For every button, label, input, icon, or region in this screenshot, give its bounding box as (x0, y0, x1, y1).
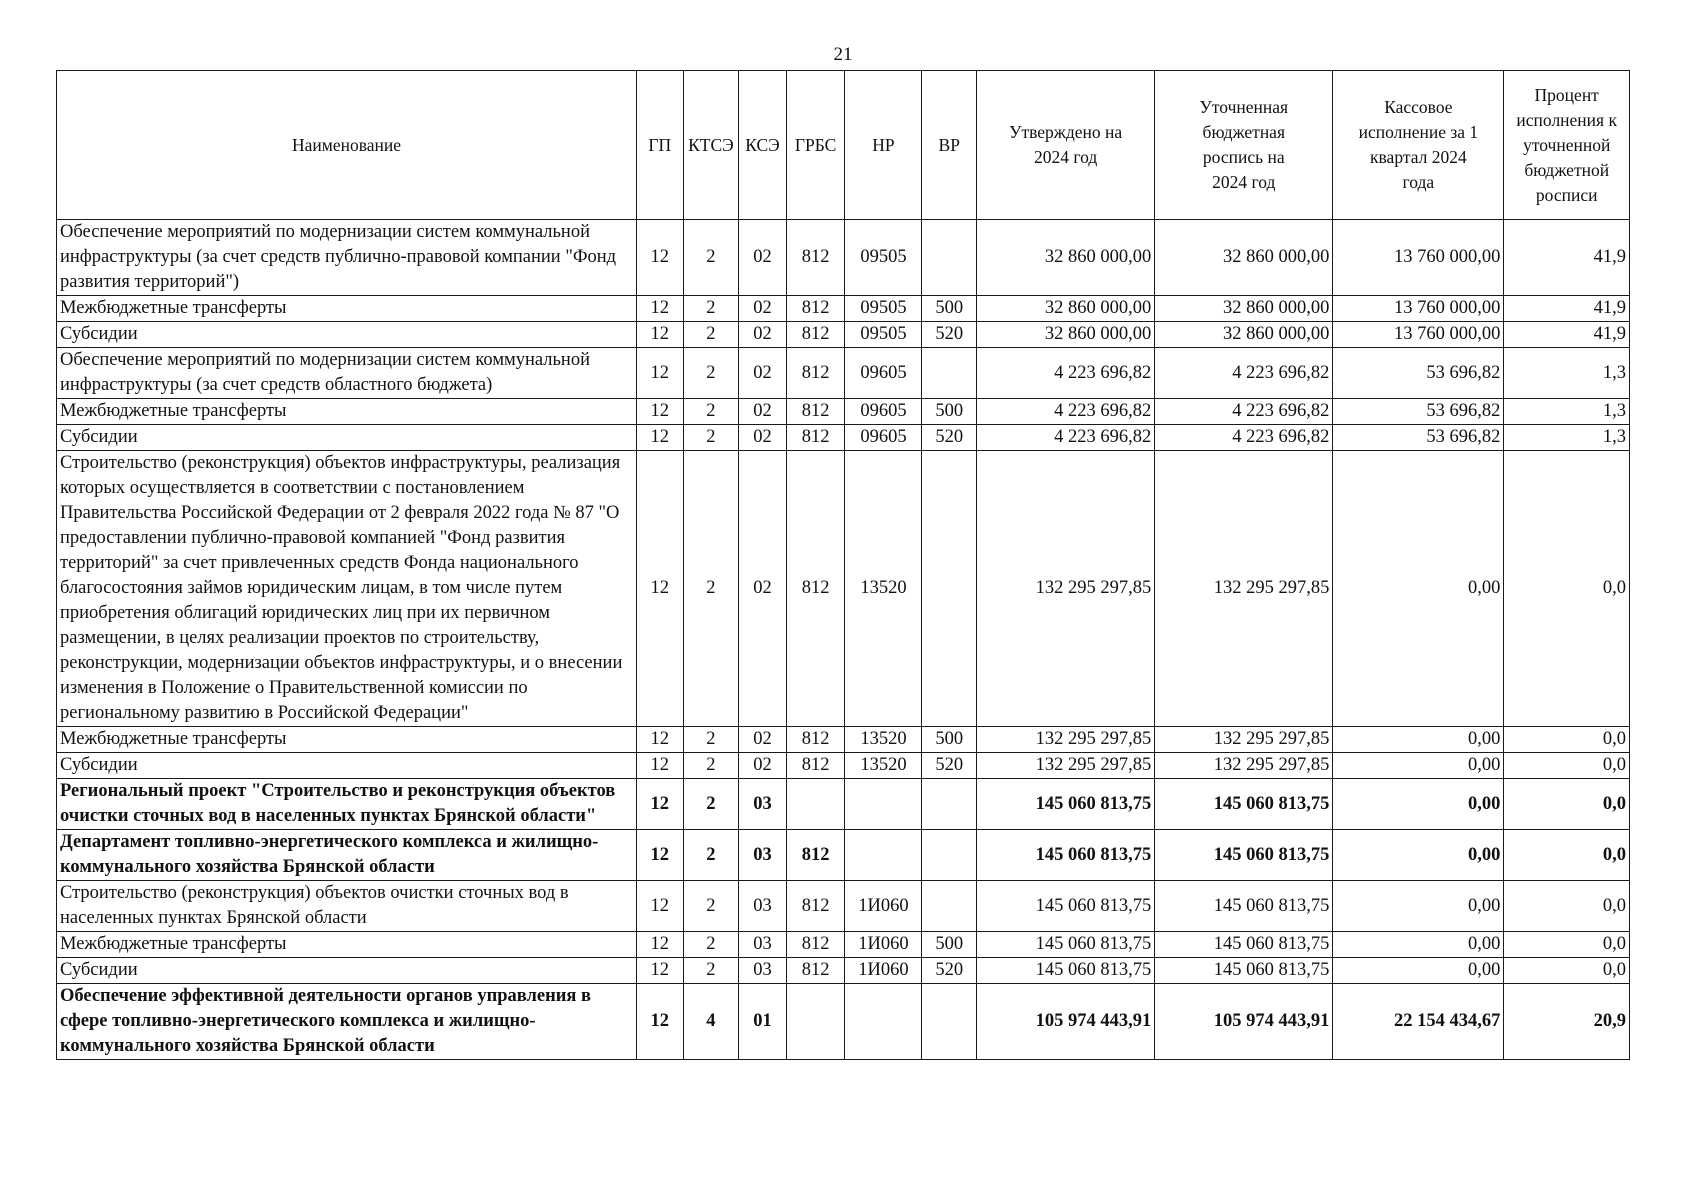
row-vr (922, 830, 977, 881)
row-refined: 32 860 000,00 (1155, 322, 1333, 348)
row-approved: 132 295 297,85 (977, 451, 1155, 727)
row-ktse: 2 (683, 296, 739, 322)
row-kse: 03 (739, 881, 787, 932)
row-kse: 03 (739, 958, 787, 984)
row-name: Субсидии (57, 322, 637, 348)
row-vr (922, 451, 977, 727)
row-grbs: 812 (786, 727, 845, 753)
row-grbs: 812 (786, 425, 845, 451)
row-name: Межбюджетные трансферты (57, 932, 637, 958)
table-row (57, 220, 1630, 296)
row-percent: 41,9 (1504, 220, 1630, 296)
row-name: Межбюджетные трансферты (57, 727, 637, 753)
row-grbs: 812 (786, 220, 845, 296)
row-percent: 0,0 (1504, 881, 1630, 932)
row-name: Строительство (реконструкция) объектов инфраструктуры, реализация которых осуществляется в соответствии с постановлением Правительства Российской Федерации от 2 февраля 2022 года № 87 "О предоставлении публично-правовой компанией "Фонд развития территорий" за счет привлеченных средств Фонда национального благосостояния займов юридическим лицам, в том числе путем приобретения облигаций юридических лиц при их первичном размещении, в целях реализации проектов по строительству, реконструкции, модернизации объектов инфраструктуры, и о внесении изменения в Положение о Правительственной комиссии по региональному развитию в Российской Федерации" (57, 451, 637, 727)
row-gp: 12 (637, 958, 684, 984)
row-kse: 02 (739, 727, 787, 753)
row-percent: 0,0 (1504, 932, 1630, 958)
page-number: 21 (833, 44, 853, 65)
row-cash: 53 696,82 (1333, 348, 1504, 399)
row-vr: 500 (922, 296, 977, 322)
row-cash: 0,00 (1333, 779, 1504, 830)
row-ktse: 2 (683, 830, 739, 881)
row-ktse: 2 (683, 399, 739, 425)
row-percent: 0,0 (1504, 753, 1630, 779)
row-refined: 4 223 696,82 (1155, 425, 1333, 451)
table-row (57, 753, 1630, 779)
row-ktse: 2 (683, 958, 739, 984)
header-name: Наименование (57, 71, 637, 220)
row-approved: 32 860 000,00 (977, 220, 1155, 296)
row-vr (922, 881, 977, 932)
row-ktse: 2 (683, 753, 739, 779)
row-gp: 12 (637, 881, 684, 932)
row-kse: 01 (739, 984, 787, 1060)
row-nr: 09605 (845, 399, 922, 425)
table-row (57, 727, 1630, 753)
row-percent: 41,9 (1504, 322, 1630, 348)
row-gp: 12 (637, 753, 684, 779)
row-refined: 145 060 813,75 (1155, 932, 1333, 958)
row-nr: 09605 (845, 425, 922, 451)
row-name: Субсидии (57, 425, 637, 451)
row-ktse: 2 (683, 727, 739, 753)
row-nr (845, 984, 922, 1060)
row-grbs: 812 (786, 830, 845, 881)
row-nr: 1И060 (845, 881, 922, 932)
header-gp: ГП (637, 71, 684, 220)
header-nr: НР (845, 71, 922, 220)
row-refined: 145 060 813,75 (1155, 830, 1333, 881)
row-cash: 0,00 (1333, 451, 1504, 727)
row-name: Субсидии (57, 753, 637, 779)
row-nr: 09505 (845, 296, 922, 322)
row-nr (845, 830, 922, 881)
row-ktse: 2 (683, 220, 739, 296)
row-refined: 4 223 696,82 (1155, 399, 1333, 425)
row-kse: 02 (739, 322, 787, 348)
row-refined: 32 860 000,00 (1155, 220, 1333, 296)
row-gp: 12 (637, 425, 684, 451)
header-refined: Уточненная бюджетная роспись на 2024 год (1155, 71, 1333, 220)
row-percent: 0,0 (1504, 958, 1630, 984)
row-nr: 1И060 (845, 932, 922, 958)
row-vr: 520 (922, 753, 977, 779)
row-vr (922, 984, 977, 1060)
row-refined: 132 295 297,85 (1155, 451, 1333, 727)
row-name: Межбюджетные трансферты (57, 399, 637, 425)
row-percent: 0,0 (1504, 451, 1630, 727)
row-nr (845, 779, 922, 830)
row-cash: 0,00 (1333, 830, 1504, 881)
header-ktse: КТСЭ (683, 71, 739, 220)
row-name: Строительство (реконструкция) объектов очистки сточных вод в населенных пунктах Брянской области (57, 881, 637, 932)
header-grbs: ГРБС (786, 71, 845, 220)
table-row (57, 958, 1630, 984)
row-ktse: 2 (683, 932, 739, 958)
row-grbs: 812 (786, 322, 845, 348)
row-grbs: 812 (786, 881, 845, 932)
row-name: Межбюджетные трансферты (57, 296, 637, 322)
table-row (57, 399, 1630, 425)
row-approved: 132 295 297,85 (977, 727, 1155, 753)
header-kse: КСЭ (739, 71, 787, 220)
row-gp: 12 (637, 296, 684, 322)
row-percent: 0,0 (1504, 779, 1630, 830)
header-row (57, 71, 1630, 220)
row-grbs: 812 (786, 348, 845, 399)
table-row (57, 322, 1630, 348)
row-refined: 145 060 813,75 (1155, 958, 1333, 984)
row-approved: 4 223 696,82 (977, 399, 1155, 425)
row-cash: 13 760 000,00 (1333, 220, 1504, 296)
row-percent: 1,3 (1504, 399, 1630, 425)
row-refined: 145 060 813,75 (1155, 881, 1333, 932)
row-nr: 1И060 (845, 958, 922, 984)
row-refined: 105 974 443,91 (1155, 984, 1333, 1060)
row-cash: 0,00 (1333, 727, 1504, 753)
row-name: Обеспечение эффективной деятельности органов управления в сфере топливно-энергетического комплекса и жилищно-коммунального хозяйства Брянской области (57, 984, 637, 1060)
row-gp: 12 (637, 322, 684, 348)
row-approved: 4 223 696,82 (977, 425, 1155, 451)
row-approved: 145 060 813,75 (977, 932, 1155, 958)
row-vr (922, 220, 977, 296)
row-gp: 12 (637, 220, 684, 296)
row-vr: 500 (922, 932, 977, 958)
row-cash: 13 760 000,00 (1333, 322, 1504, 348)
header-percent: Процент исполнения к уточненной бюджетной росписи (1504, 71, 1630, 220)
row-approved: 4 223 696,82 (977, 348, 1155, 399)
row-kse: 02 (739, 399, 787, 425)
row-percent: 1,3 (1504, 348, 1630, 399)
row-cash: 0,00 (1333, 958, 1504, 984)
row-nr: 09505 (845, 322, 922, 348)
row-refined: 145 060 813,75 (1155, 779, 1333, 830)
budget-table (56, 70, 1630, 1060)
row-kse: 02 (739, 425, 787, 451)
row-gp: 12 (637, 348, 684, 399)
table-row (57, 779, 1630, 830)
row-cash: 53 696,82 (1333, 425, 1504, 451)
row-gp: 12 (637, 399, 684, 425)
row-refined: 32 860 000,00 (1155, 296, 1333, 322)
row-name: Обеспечение мероприятий по модернизации систем коммунальной инфраструктуры (за счет средств публично-правовой компании "Фонд развития территорий") (57, 220, 637, 296)
row-vr (922, 348, 977, 399)
row-kse: 02 (739, 220, 787, 296)
row-grbs: 812 (786, 753, 845, 779)
row-vr: 500 (922, 727, 977, 753)
row-approved: 132 295 297,85 (977, 753, 1155, 779)
row-approved: 145 060 813,75 (977, 779, 1155, 830)
row-approved: 32 860 000,00 (977, 296, 1155, 322)
row-nr: 13520 (845, 727, 922, 753)
row-percent: 0,0 (1504, 727, 1630, 753)
row-name: Субсидии (57, 958, 637, 984)
row-grbs: 812 (786, 932, 845, 958)
row-refined: 4 223 696,82 (1155, 348, 1333, 399)
row-cash: 0,00 (1333, 932, 1504, 958)
row-vr: 520 (922, 425, 977, 451)
row-ktse: 2 (683, 322, 739, 348)
header-approved: Утверждено на 2024 год (977, 71, 1155, 220)
row-name: Обеспечение мероприятий по модернизации систем коммунальной инфраструктуры (за счет средств областного бюджета) (57, 348, 637, 399)
row-refined: 132 295 297,85 (1155, 753, 1333, 779)
row-kse: 02 (739, 348, 787, 399)
row-approved: 105 974 443,91 (977, 984, 1155, 1060)
row-percent: 41,9 (1504, 296, 1630, 322)
table-row (57, 348, 1630, 399)
table-row (57, 984, 1630, 1060)
table-body (57, 220, 1630, 1060)
row-approved: 32 860 000,00 (977, 322, 1155, 348)
row-cash: 0,00 (1333, 881, 1504, 932)
table-row (57, 425, 1630, 451)
row-cash: 0,00 (1333, 753, 1504, 779)
row-ktse: 2 (683, 425, 739, 451)
row-approved: 145 060 813,75 (977, 958, 1155, 984)
row-vr: 500 (922, 399, 977, 425)
row-kse: 02 (739, 451, 787, 727)
row-kse: 03 (739, 779, 787, 830)
row-vr (922, 779, 977, 830)
row-kse: 03 (739, 830, 787, 881)
row-gp: 12 (637, 932, 684, 958)
row-refined: 132 295 297,85 (1155, 727, 1333, 753)
row-ktse: 2 (683, 451, 739, 727)
row-gp: 12 (637, 727, 684, 753)
row-nr: 09505 (845, 220, 922, 296)
row-approved: 145 060 813,75 (977, 881, 1155, 932)
row-percent: 20,9 (1504, 984, 1630, 1060)
table-row (57, 451, 1630, 727)
row-grbs: 812 (786, 958, 845, 984)
row-grbs: 812 (786, 399, 845, 425)
row-cash: 13 760 000,00 (1333, 296, 1504, 322)
row-kse: 02 (739, 753, 787, 779)
row-cash: 53 696,82 (1333, 399, 1504, 425)
row-gp: 12 (637, 451, 684, 727)
row-percent: 0,0 (1504, 830, 1630, 881)
table-row (57, 932, 1630, 958)
row-ktse: 2 (683, 779, 739, 830)
header-vr: ВР (922, 71, 977, 220)
row-kse: 03 (739, 932, 787, 958)
row-grbs (786, 779, 845, 830)
row-grbs (786, 984, 845, 1060)
table-row (57, 830, 1630, 881)
row-gp: 12 (637, 984, 684, 1060)
row-grbs: 812 (786, 451, 845, 727)
row-name: Департамент топливно-энергетического комплекса и жилищно-коммунального хозяйства Брянской области (57, 830, 637, 881)
row-ktse: 2 (683, 348, 739, 399)
row-approved: 145 060 813,75 (977, 830, 1155, 881)
row-cash: 22 154 434,67 (1333, 984, 1504, 1060)
row-gp: 12 (637, 830, 684, 881)
row-nr: 09605 (845, 348, 922, 399)
row-nr: 13520 (845, 451, 922, 727)
row-ktse: 4 (683, 984, 739, 1060)
row-nr: 13520 (845, 753, 922, 779)
row-percent: 1,3 (1504, 425, 1630, 451)
table-row (57, 881, 1630, 932)
row-kse: 02 (739, 296, 787, 322)
row-name: Региональный проект "Строительство и реконструкция объектов очистки сточных вод в населенных пунктах Брянской области" (57, 779, 637, 830)
row-ktse: 2 (683, 881, 739, 932)
header-cash: Кассовое исполнение за 1 квартал 2024 года (1333, 71, 1504, 220)
table-row (57, 296, 1630, 322)
row-gp: 12 (637, 779, 684, 830)
row-vr: 520 (922, 322, 977, 348)
row-vr: 520 (922, 958, 977, 984)
row-grbs: 812 (786, 296, 845, 322)
